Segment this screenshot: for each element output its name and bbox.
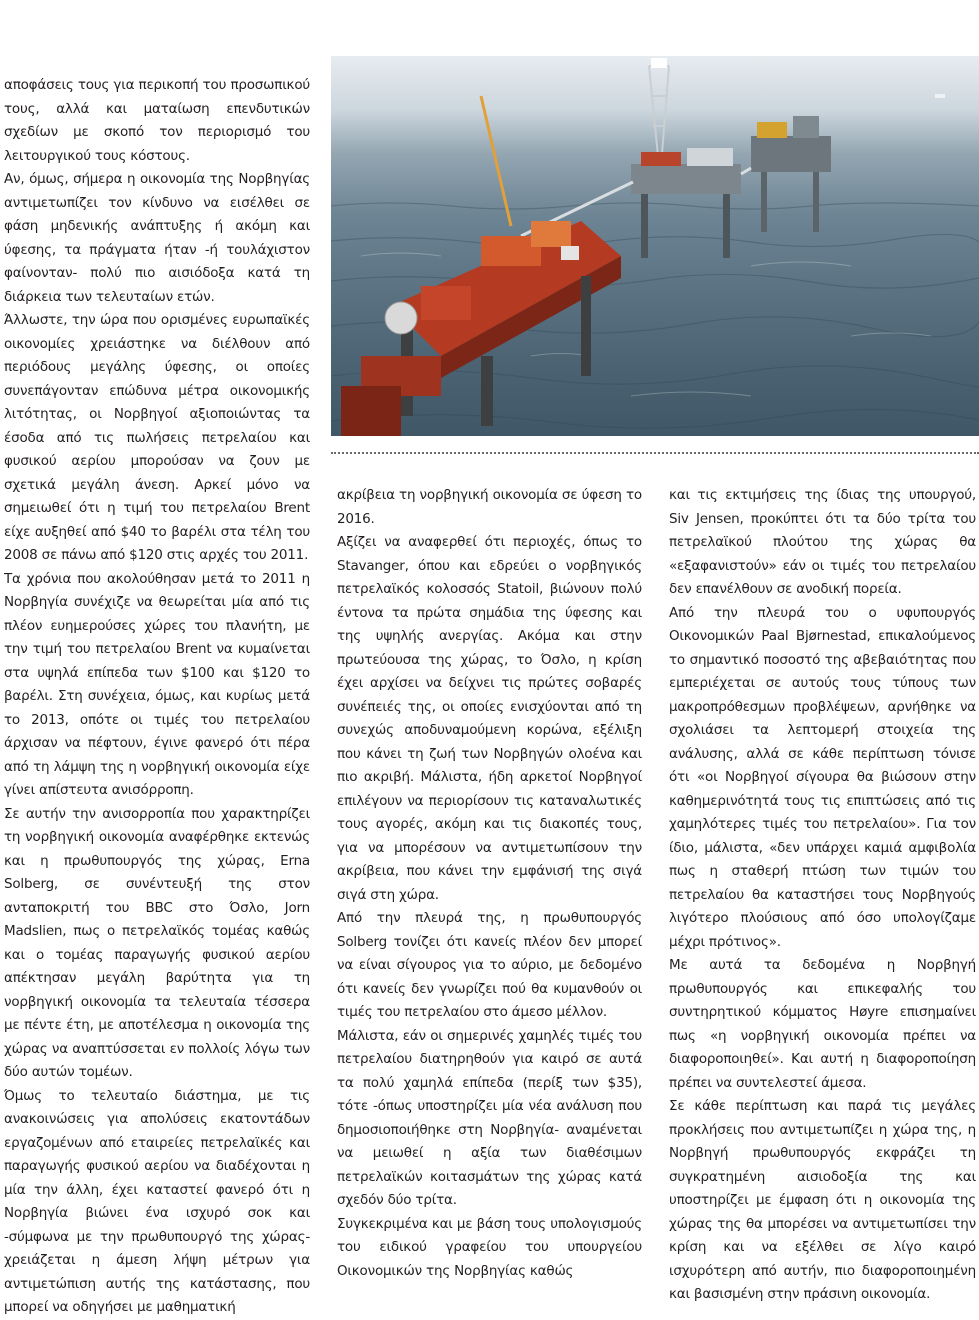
paragraph: Αν, όμως, σήμερα η οικονομία της Νορβηγίας αντιμετωπίζει τον κίνδυνο να εισέλθει σε φάση μηδενικής ανάπτυξης ή ακόμη και ύφεσης, τα πράγματα ήταν -ή τουλάχιστον φαίνονταν- πολύ πιο αισιόδοξα κατά τη διάρκεια των τελευταίων ετών. — [4, 171, 310, 305]
oil-platform-photo — [331, 56, 979, 436]
paragraph: Άλλωστε, την ώρα που ορισμένες ευρωπαϊκές οικονομίες χρειάστηκε να διέλθουν από περιόδους μεγάλης ύφεσης, οι οποίες συνεπάγονταν επώδυνα μέτρα οικονομικής λιτότητας, οι Νορβηγοί αξιοποιώντας τα έσοδα από τις πωλήσεις πετρελαίου και φυσικού αερίου μπορούσαν να ζουν με σχετικά μεγάλη άνεση. Αρκεί μόνο να σημειωθεί ότι η τιμή του πετρελαίου Brent είχε αυξηθεί από $40 το βαρέλι στα τέλη του 2008 σε πάνω από $120 στις αρχές του 2011. — [4, 312, 310, 563]
paragraph: Μάλιστα, εάν οι σημερινές χαμηλές τιμές του πετρελαίου διατηρηθούν για καιρό σε αυτά τα πολύ χαμηλά επίπεδα (περίξ των $35), τότε -όπως υποστηρίζει μία νέα ανάλυση που δημοσιοποιήθηκε στη Νορβηγία- αναμένεται να μειωθεί η αξία των διαθέσιμων πετρελαϊκών κοιτασμάτων της χώρας κατά σχεδόν δύο τρίτα. — [337, 1027, 642, 1208]
paragraph: ακρίβεια τη νορβηγική οικονομία σε ύφεση το 2016. — [337, 487, 642, 527]
paragraph: Συγκεκριμένα και με βάση τους υπολογισμούς του ειδικού γραφείου του υπουργείου Οικονομικών της Νορβηγίας καθώς — [337, 1215, 642, 1279]
oil-platform-illustration — [331, 56, 979, 436]
article-column-3 — [669, 484, 976, 1307]
paragraph: Τα χρόνια που ακολούθησαν μετά το 2011 η Νορβηγία συνέχιζε να θεωρείται μία από τις πλέον ευημερούσες χώρες του πλανήτη, με την τιμή του πετρελαίου Brent να κυμαίνεται στα υψηλά επίπεδα των $100 και $120 το βαρέλι. Στη συνέχεια, όμως, και κυρίως μετά το 2013, οπότε οι τιμές του πετρελαίου άρχισαν να πέφτουν, έγινε φανερό ότι πέρα από τη λάμψη της η νορβηγική οικονομία είχε γίνει απίστευτα ανισόρροπη. — [4, 570, 310, 798]
paragraph: Σε αυτήν την ανισορροπία που χαρακτηρίζει τη νορβηγική οικονομία αναφέρθηκε εκτενώς και η πρωθυπουργός της χώρας, Erna Solberg, σε συνέντευξή της στον ανταποκριτή του BBC στο Όσλο, Jorn Madslien, πως ο πετρελαϊκός τομέας καθώς και ο τομέας παραγωγής φυσικού αερίου απέκτησαν μεγάλη βαρύτητα για τη νορβηγική οικονομία τα τελευταία τέσσερα με πέντε έτη, με αποτέλεσμα η οικονομία της χώρας να αναπτύσσεται εν πολλοίς λόγω των δύο αυτών τομέων. — [4, 805, 310, 1080]
article-column-2 — [337, 484, 642, 1283]
paragraph: αποφάσεις τους για περικοπή του προσωπικού τους, αλλά και ματαίωση επενδυτικών σχεδίων με σκοπό τον περιορισμό του λειτουργικού τους κόστους. — [4, 77, 310, 164]
paragraph: Με αυτά τα δεδομένα η Νορβηγή πρωθυπουργός και επικεφαλής του συντηρητικού κόμματος Høyre επισημαίνει πως «η νορβηγική οικονομία πρέπει να διαφοροποιηθεί». Και αυτή η διαφοροποίηση πρέπει να συντελεστεί άμεσα. — [669, 957, 976, 1091]
section-divider — [331, 452, 979, 454]
paragraph: και τις εκτιμήσεις της ίδιας της υπουργού, Siv Jensen, προκύπτει ότι τα δύο τρίτα του πετρελαϊκού πλούτου της χώρας θα «εξαφανιστούν» εάν οι τιμές του πετρελαίου δεν επανέλθουν σε ανοδική πορεία. — [669, 487, 976, 597]
paragraph: Σε κάθε περίπτωση και παρά τις μεγάλες προκλήσεις που αντιμετωπίζει η χώρα της, η Νορβηγή πρωθυπουργός εκφράζει τη συγκρατημένη αισιοδοξία της και υποστηρίζει με έμφαση ότι η οικονομία της χώρας της θα μπορέσει να αντιμετωπίσει την κρίση και να εξέλθει σε λίγο καιρό ισχυρότερη από αυτήν, πιο διαφοροποιημένη και βασισμένη στην πράσινη οικονομία. — [669, 1098, 976, 1302]
paragraph: Όμως το τελευταίο διάστημα, με τις ανακοινώσεις για απολύσεις εκατοντάδων εργαζομένων από εταιρείες πετρελαϊκές και παραγωγής φυσικού αερίου να διαδέχονται η μία την άλλη, έχει καταστεί φανερό ότι η Νορβηγία βιώνει ένα ισχυρό σοκ και -σύμφωνα με την πρωθυπουργό της χώρας- χρειάζεται η άμεση λήψη μέτρων για αντιμετώπιση αυτής της κατάστασης, που μπορεί να οδηγήσει με μαθηματική — [4, 1087, 310, 1315]
paragraph: Από την πλευρά του ο υφυπουργός Οικονομικών Paal Bjørnestad, επικαλούμενος το σημαντικό ποσοστό της αβεβαιότητας που εμπεριέχεται σε αυτούς τους τύπους των μακροπρόθεσμων προβλέψεων, αρνήθηκε να σχολιάσει τα λεπτομερή στοιχεία της ανάλυσης, αλλά σε κάθε περίπτωση τόνισε ότι «οι Νορβηγοί σίγουρα θα βιώσουν στην καθημερινότητά τους τις επιπτώσεις από τις χαμηλότερες τιμές του πετρελαίου». Για τον ίδιο, μάλιστα, «δεν υπάρχει καμιά αμφιβολία πως η σταθερή πτώση των τιμών του πετρελαίου θα καταστήσει τους Νορβηγούς λιγότερο πλούσιους από όσο υπολογίζαμε μέχρι πρότινος». — [669, 604, 976, 950]
paragraph: Αξίζει να αναφερθεί ότι περιοχές, όπως το Stavanger, όπου και εδρεύει ο νορβηγικός πετρελαϊκός κολοσσός Statoil, βιώνουν πολύ έντονα τα πρώτα σημάδια της ύφεσης και της υψηλής ανεργίας. Ακόμα και στην πρωτεύουσα της χώρας, το Όσλο, η κρίση έχει αρχίσει να δείχνει τις πρώτες σοβαρές συνέπειές της, οι οποίες ενισχύονται από τη συνεχώς αποδυναμούμενη κορώνα, εξέλιξη που κάνει τη ζωή των Νορβηγών ολοένα και πιο ακριβή. Μάλιστα, ήδη αρκετοί Νορβηγοί επιλέγουν να περιορίσουν τις καταναλωτικές τους αγορές, ακόμη και τις διακοπές τους, για να μπορέσουν να αντιμετωπίσουν την ακρίβεια, που κάνει την εμφάνισή της σιγά σιγά στη χώρα. — [337, 534, 642, 903]
paragraph: Από την πλευρά της, η πρωθυπουργός Solberg τονίζει ότι κανείς πλέον δεν μπορεί να είναι σίγουρος για το αύριο, με δεδομένο ότι κανείς δεν γνωρίζει πού θα κυμανθούν οι τιμές του πετρελαίου στο άμεσο μέλλον. — [337, 910, 642, 1020]
article-column-1 — [4, 74, 310, 1320]
